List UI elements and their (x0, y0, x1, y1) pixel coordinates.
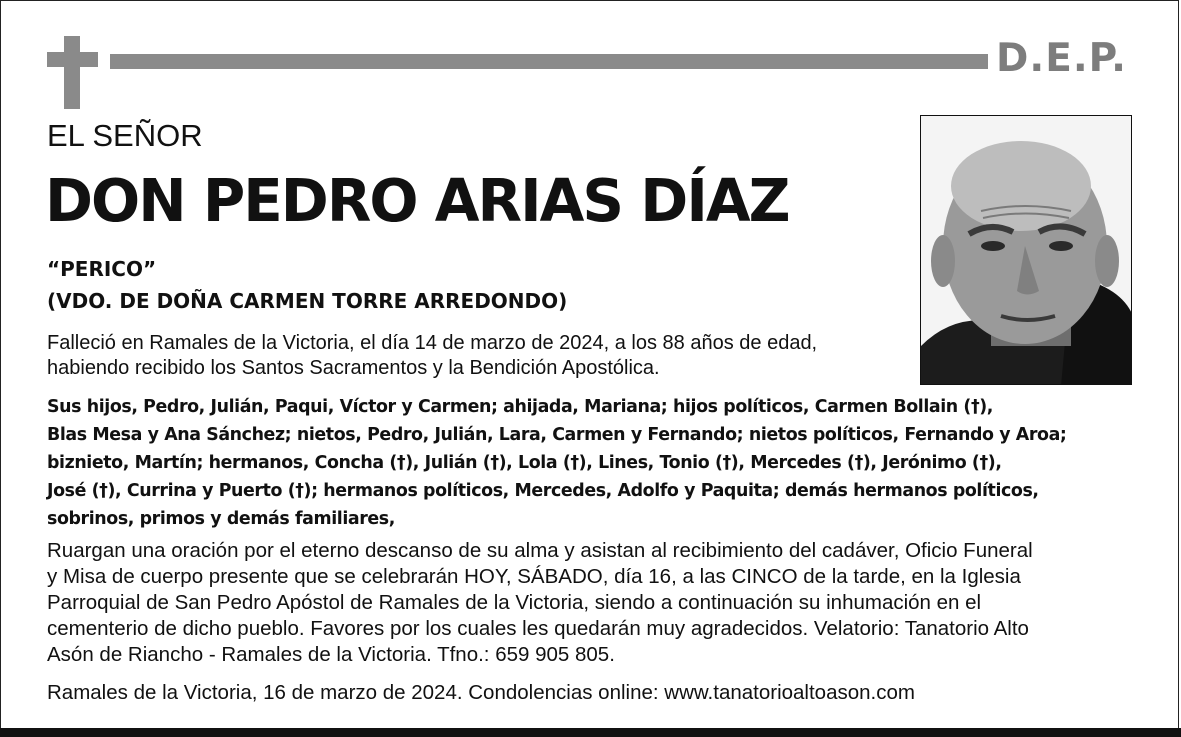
honorific: EL SEÑOR (47, 118, 203, 153)
service-details: Ruargan una oración por el eterno descanso de su alma y asistan al recibimiento del cadáver, Oficio Funeral y Misa de cuerpo presente que se celebrarán HOY, SÁBADO, día 16, a las CINCO de la tarde, en la Iglesia Parroquial de San Pedro Apóstol de Ramales de la Victoria, siendo a continuación su inhumación en el cementerio de dicho pueblo. Favores por los cuales les quedarán muy agradecidos. Velatorio: Tanatorio Alto Asón de Riancho - Ramales de la Victoria. Tfno.: 659 905 805. (47, 539, 1033, 666)
deceased-portrait (920, 115, 1132, 385)
widower-of: (VDO. DE DOÑA CARMEN TORRE ARREDONDO) (47, 289, 568, 313)
header-rule (110, 54, 988, 69)
bottom-bar (0, 728, 1181, 737)
nickname: “PERICO” (47, 257, 157, 281)
death-notice: Falleció en Ramales de la Victoria, el día 14 de marzo de 2024, a los 88 años de edad, habiendo recibido los Santos Sacramentos y la Bendición Apostólica. (47, 332, 818, 379)
family-list: Sus hijos, Pedro, Julián, Paqui, Víctor y Carmen; ahijada, Mariana; hijos políticos, Carmen Bollain (†), Blas Mesa y Ana Sánchez; nietos, Pedro, Julián, Lara, Carmen y Fernando; nietos políticos, Fernando y Aroa; biznieto, Martín; hermanos, Concha (†), Julián (†), Lola (†), Lines, Tonio (†), Mercedes (†), Jerónimo (†), José (†), Currina y Puerto (†); hermanos políticos, Mercedes, Adolfo y Paquita; demás hermanos políticos, sobrinos, primos y demás familiares, (47, 397, 1067, 529)
cross-icon (47, 36, 98, 109)
deceased-name: DON PEDRO ARIAS DÍAZ (45, 166, 789, 235)
footer-line: Ramales de la Victoria, 16 de marzo de 2024. Condolencias online: www.tanatorioaltoason.com (47, 681, 915, 704)
dep-label: D.E.P. (996, 36, 1127, 81)
